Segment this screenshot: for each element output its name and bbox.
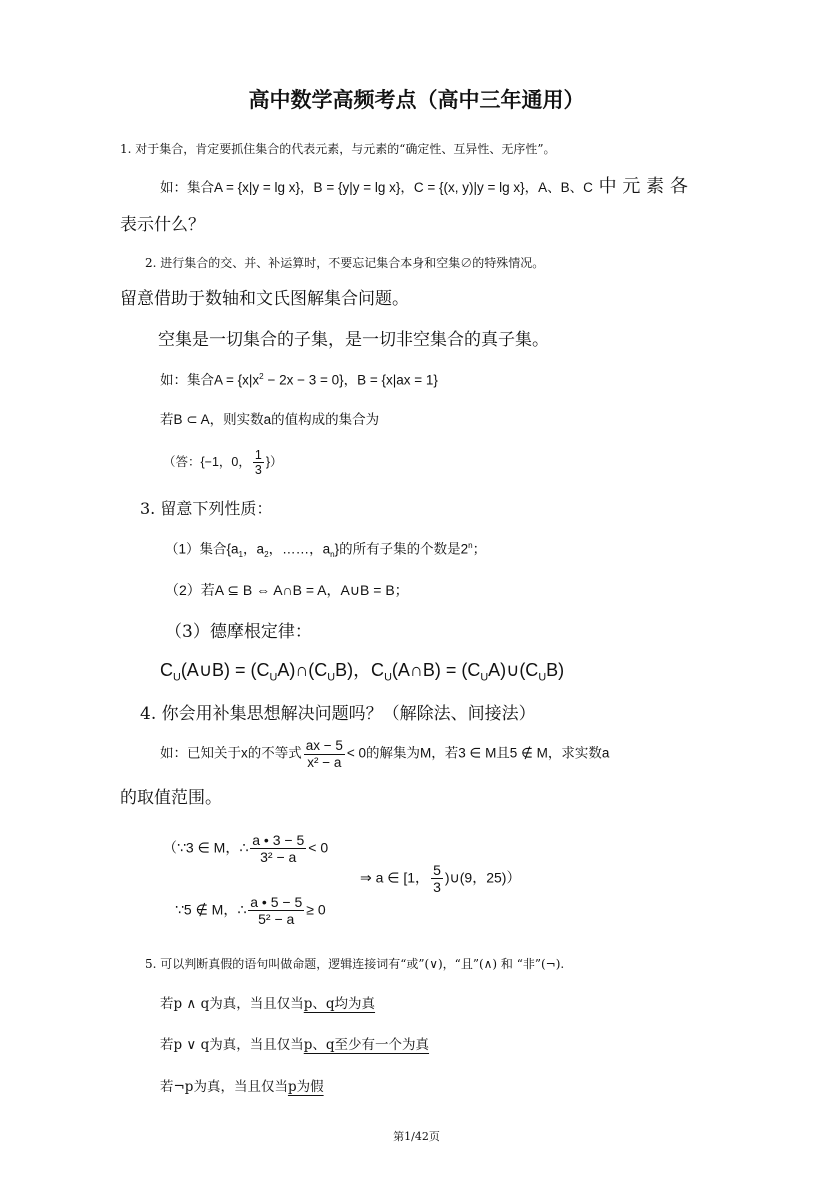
text: ，……，a — [268, 541, 331, 557]
ex-part: − 2x − 3 = 0}，B = {x|ax = 1} — [263, 372, 438, 388]
denominator: x² − a — [307, 754, 342, 770]
sub: U — [327, 671, 336, 684]
text: A)∪(C — [488, 660, 539, 680]
page-title: 高中数学高频考点（高中三年通用） — [248, 88, 585, 112]
sub: U — [538, 671, 547, 684]
text: B) — [546, 660, 565, 680]
point-2-text: 2. 进行集合的交、并、补运算时，不要忘记集合本身和空集∅的特殊情况。 — [145, 256, 545, 270]
numerator: 1 — [254, 448, 262, 462]
point-4-example — [160, 738, 609, 770]
text: 如：已知关于x的不等式 — [160, 745, 302, 761]
point-4-continuation: 的取值范围。 — [120, 788, 222, 808]
point-3-heading: 3. 留意下列性质： — [140, 499, 273, 518]
text: 若p ∨ q为真，当且仅当 — [160, 1037, 304, 1053]
fraction — [253, 448, 264, 478]
text: (A∪B) = (C — [180, 660, 270, 680]
point-1-continuation: 表示什么？ — [120, 215, 205, 235]
point-4-heading: 4. 你会用补集思想解决问题吗？（解除法、间接法） — [140, 704, 536, 724]
text: B)，C — [335, 660, 385, 680]
point-2-question: 若B ⊂ A，则实数a的值构成的集合为 — [160, 412, 380, 427]
point-5-text: 5. 可以判断真假的语句叫做命题，逻辑连接词有“或”(∨)，“且”(∧) 和 “非”(¬). — [145, 957, 565, 971]
text: ∵5 ∉ M，∴ — [175, 901, 247, 918]
solution-result — [360, 862, 520, 895]
denominator: 3² − a — [260, 849, 297, 866]
ans-part: （答：{−1，0， — [163, 455, 251, 470]
point-2-line2: 留意借助于数轴和文氏图解集合问题。 — [120, 289, 409, 309]
text: < 0 — [308, 839, 329, 856]
rule-and — [160, 996, 375, 1012]
property-1 — [165, 541, 486, 560]
text: ，a — [243, 541, 265, 557]
numerator: a • 5 − 5 — [250, 894, 303, 910]
point-2-answer — [163, 448, 283, 478]
text: ⇒ a ∈ [1， — [360, 869, 430, 886]
underlined-text: p、q至少有一个为真 — [303, 1037, 430, 1053]
text: )∪(9，25)） — [444, 869, 521, 886]
fraction — [431, 862, 443, 895]
rule-not — [160, 1079, 324, 1095]
sup: n — [468, 541, 473, 550]
denominator: 3 — [254, 463, 262, 478]
sub: U — [384, 671, 392, 684]
denominator: 3 — [433, 879, 441, 896]
text: A)∩(C — [277, 660, 328, 680]
numerator: ax − 5 — [305, 738, 343, 753]
ex-part: 如：集合A = {x|x — [160, 372, 260, 388]
text: （∵3 ∈ M，∴ — [163, 839, 249, 856]
property-3: （3）德摩根定律： — [165, 622, 312, 642]
text: ； — [472, 541, 487, 557]
text: < 0的解集为M，若3 ∈ M且5 ∉ M，求实数a — [346, 745, 610, 761]
text: C — [160, 660, 173, 680]
denominator: 5² − a — [258, 911, 295, 928]
sub: U — [173, 671, 181, 684]
text: 若p ∧ q为真，当且仅当 — [160, 996, 304, 1012]
text: (A∩B) = (C — [391, 660, 481, 680]
fraction — [248, 894, 304, 927]
example-tail: 中 元 素 各 — [592, 176, 688, 197]
fraction — [304, 738, 345, 770]
ex-sup: 2 — [259, 372, 264, 381]
sub: 2 — [264, 550, 269, 560]
sub: U — [480, 671, 489, 684]
property-2: （2）若A ⊆ B ⇔ A∩B = A，A∪B = B； — [165, 582, 409, 598]
sub: n — [330, 550, 335, 560]
underlined-text: p为假 — [287, 1079, 324, 1095]
underlined-text: p、q均为真 — [303, 996, 376, 1012]
example-formula: 如：集合A = {x|y = lg x}，B = {y|y = lg x}，C = {(x, y)|y = lg x}，A、B、C — [160, 180, 593, 195]
de-morgan-formula — [160, 660, 564, 685]
page-number: 第1/42页 — [393, 1130, 440, 1143]
text: 若¬p为真，当且仅当 — [160, 1079, 288, 1095]
fraction — [250, 832, 306, 865]
rule-or — [160, 1037, 429, 1053]
numerator: a • 3 − 5 — [252, 832, 305, 848]
text: ≥ 0 — [306, 901, 326, 918]
point-1-text: 1. 对于集合，肯定要抓住集合的代表元素，与元素的“确定性、互异性、无序性”。 — [120, 142, 556, 156]
ans-part: }） — [265, 455, 283, 470]
solution-step-2 — [175, 894, 326, 927]
text: （1）集合{a — [165, 541, 239, 557]
solution-step-1 — [163, 832, 328, 865]
point-2-line3: 空集是一切集合的子集，是一切非空集合的真子集。 — [158, 330, 549, 350]
point-2-example — [160, 372, 438, 389]
numerator: 5 — [433, 862, 441, 878]
sub: U — [269, 671, 278, 684]
point-1-example — [160, 176, 688, 198]
text: }的所有子集的个数是2 — [334, 541, 469, 557]
sub: 1 — [238, 550, 244, 560]
